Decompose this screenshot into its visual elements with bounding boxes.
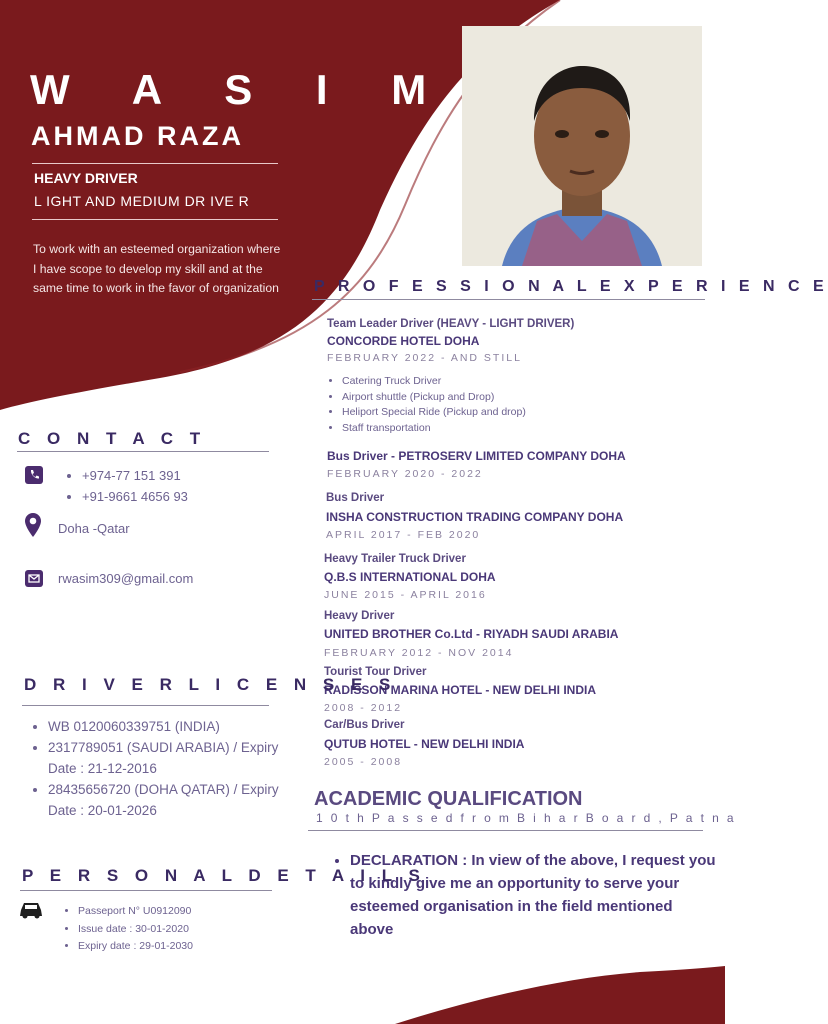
licenses-heading: D R I V E R L I C E N S E S: [24, 675, 397, 694]
job-dates: APRIL 2017 - FEB 2020: [326, 529, 481, 541]
job-title: Heavy Driver: [324, 610, 395, 622]
job-title: Tourist Tour Driver: [324, 666, 427, 678]
academic-detail: 1 0 t h P a s s e d f r o m B i h a r B o a r d , P a t n a: [316, 811, 736, 825]
job-dates: FEBRUARY 2020 - 2022: [327, 468, 483, 480]
car-icon: [18, 900, 44, 925]
license-item: • WB 0120060339751 (INDIA): [48, 716, 286, 737]
job-title: Team Leader Driver (HEAVY - LIGHT DRIVER): [327, 318, 575, 330]
duty-item: • Heliport Special Ride (Pickup and drop): [342, 405, 526, 421]
location-pin-icon: [24, 512, 42, 543]
job-title: Bus Driver - PETROSERV LIMITED COMPANY DOHA: [327, 449, 626, 463]
phone-icon: [25, 466, 43, 484]
name-divider: [32, 163, 278, 164]
job-title: Car/Bus Driver: [324, 719, 405, 731]
location-text: Doha -Qatar: [58, 521, 130, 536]
duty-item: • Airport shuttle (Pickup and Drop): [342, 390, 526, 406]
job-dates: FEBRUARY 2022 - AND STILL: [327, 352, 522, 364]
declaration-text: • DECLARATION : In view of the above, I request you to kindly give me an opportunity to serve your esteemed organisation in the field mentioned above: [350, 849, 720, 941]
academic-heading: ACADEMIC QUALIFICATION: [314, 788, 583, 810]
license-list: [32, 716, 286, 821]
duty-item: • Staff transportation: [342, 421, 526, 437]
phone-list: [66, 465, 188, 507]
job-dates: 2008 - 2012: [324, 702, 403, 714]
declaration: [334, 849, 720, 941]
career-objective: To work with an esteemed organization where I have scope to develop my skill and at the same time to work in the favor of organization: [33, 242, 281, 295]
job-company: UNITED BROTHER Co.Ltd - RIYADH SAUDI ARABIA: [324, 627, 619, 641]
mail-icon: [25, 570, 43, 587]
phone-number: • +91-9661 4656 93: [82, 486, 188, 507]
footer-maroon-shape: [395, 966, 725, 1024]
job-company: CONCORDE HOTEL DOHA: [327, 334, 480, 348]
duty-item: • Catering Truck Driver: [342, 374, 526, 390]
job-company: Q.B.S INTERNATIONAL DOHA: [324, 570, 496, 584]
job-dates: FEBRUARY 2012 - NOV 2014: [324, 647, 514, 659]
job-company: INSHA CONSTRUCTION TRADING COMPANY DOHA: [326, 510, 624, 524]
personal-heading: P E R S O N A L D E T A I L S: [22, 866, 426, 885]
email-text[interactable]: rwasim309@gmail.com: [58, 571, 194, 586]
contact-heading: C O N T A C T: [18, 429, 207, 448]
job-dates: JUNE 2015 - APRIL 2016: [324, 589, 487, 601]
issue-date: • Issue date : 30-01-2020: [78, 921, 193, 939]
job-company: QUTUB HOTEL - NEW DELHI INDIA: [324, 737, 525, 751]
expiry-date: • Expiry date : 29-01-2030: [78, 938, 193, 956]
experience-divider: [312, 299, 705, 300]
license-item: • 28435656720 (DOHA QATAR) / Expiry Date : 20-01-2026: [48, 779, 286, 821]
job-title-secondary: L IGHT AND MEDIUM DR IVE R: [34, 193, 250, 209]
license-item: • 2317789051 (SAUDI ARABIA) / Expiry Date : 21-12-2016: [48, 737, 286, 779]
last-name: AHMAD RAZA: [31, 121, 244, 151]
job-duties: [326, 374, 526, 436]
experience-heading: P R O F E S S I O N A L E X P E R I E N C E: [314, 278, 828, 295]
licenses-divider: [22, 705, 269, 706]
title-divider: [32, 219, 278, 220]
academic-divider: [308, 830, 703, 831]
first-name: W A S I M: [30, 66, 453, 113]
job-title-primary: HEAVY DRIVER: [34, 170, 138, 186]
job-title: Heavy Trailer Truck Driver: [324, 553, 466, 565]
personal-list: [62, 903, 193, 956]
job-title: Bus Driver: [326, 492, 385, 504]
contact-divider: [17, 451, 269, 452]
phone-number: • +974-77 151 391: [82, 465, 188, 486]
passport-number: • Passeport N° U0912090: [78, 903, 193, 921]
job-company: RADISSON MARINA HOTEL - NEW DELHI INDIA: [324, 683, 596, 697]
personal-divider: [20, 890, 272, 891]
job-dates: 2005 - 2008: [324, 756, 403, 768]
profile-photo: [462, 26, 702, 266]
